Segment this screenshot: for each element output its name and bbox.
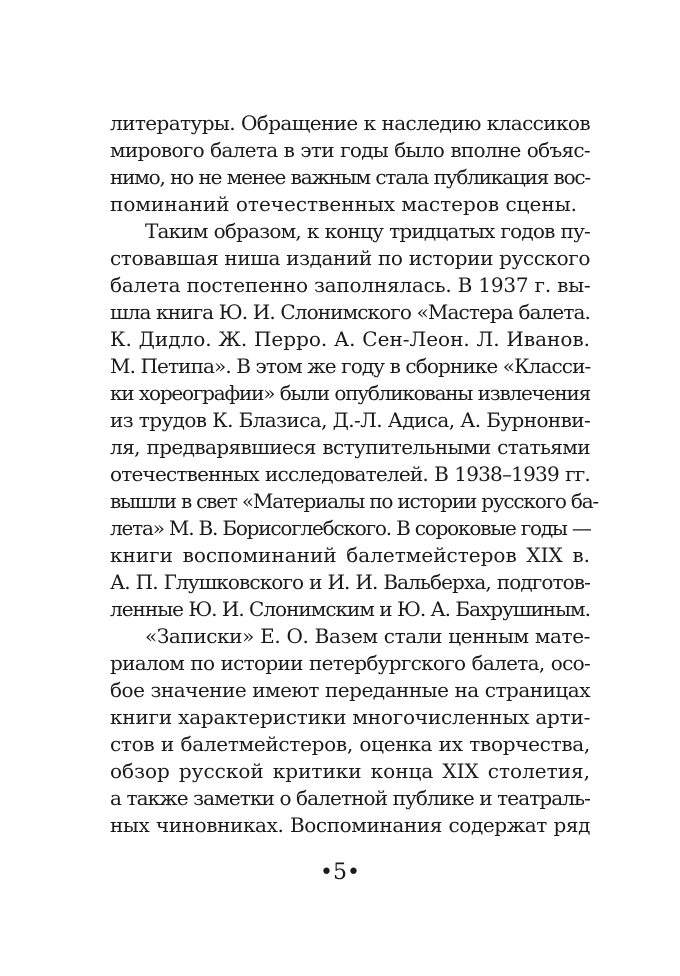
text-line: балета постепенно заполнялась. В 1937 г. вы- bbox=[110, 273, 591, 297]
text-line: литературы. Обращение к наследию классиков bbox=[110, 111, 590, 135]
text-line: книги характеристики многочисленных арти- bbox=[110, 705, 591, 729]
text-line: книги воспоминаний балетмейстеров XIX в. bbox=[110, 543, 590, 567]
text-line: вышли в свет «Материалы по истории русского ба- bbox=[110, 489, 598, 513]
text-line: стов и балетмейстеров, оценка их творчества, bbox=[110, 732, 590, 756]
text-line: А. П. Глушковского и И. И. Вальберха, подготов- bbox=[110, 570, 590, 594]
text-line: лета» М. В. Борисоглебского. В сороковые годы — bbox=[110, 516, 591, 540]
text-line: К. Дидло. Ж. Перро. А. Сен-Леон. Л. Иванов. bbox=[110, 327, 590, 351]
text-line: стовавшая ниша изданий по истории русского bbox=[110, 246, 590, 270]
body-text bbox=[110, 110, 598, 839]
text-line: М. Петипа». В этом же году в сборнике «Класси- bbox=[110, 354, 591, 378]
text-line: из трудов К. Блазиса, Д.-Л. Адиса, А. Бурнонви- bbox=[110, 408, 591, 432]
text-line: шла книга Ю. И. Слонимского «Мастера балета. bbox=[110, 300, 590, 324]
text-line: мирового балета в эти годы было вполне объяс- bbox=[110, 138, 590, 162]
text-line: а также заметки о балетной публике и театраль- bbox=[110, 786, 590, 810]
text-line: отечественных исследователей. В 1938–1939 гг. bbox=[110, 462, 590, 486]
text-line: ленные Ю. И. Слонимским и Ю. А. Бахрушиным. bbox=[110, 597, 590, 621]
text-line: Таким образом, к концу тридцатых годов пу- bbox=[145, 219, 590, 243]
text-line: риалом по истории петербургского балета, осо- bbox=[110, 651, 590, 675]
page-number: •5• bbox=[320, 860, 360, 885]
text-line: «Записки» Е. О. Вазем стали ценным мате- bbox=[145, 624, 590, 648]
text-line: нимо, но не менее важным стала публикация вос- bbox=[110, 165, 590, 189]
text-line: ных чиновниках. Воспоминания содержат ряд bbox=[110, 813, 590, 837]
text-line: бое значение имеют переданные на страницах bbox=[110, 678, 590, 702]
text-line: ки хореографии» были опубликованы извлечения bbox=[110, 381, 590, 405]
text-line: обзор русской критики конца XIX столетия, bbox=[110, 759, 590, 783]
text-line: поминаний отечественных мастеров сцены. bbox=[110, 192, 577, 216]
text-line: ля, предварявшиеся вступительными статьями bbox=[110, 435, 590, 459]
